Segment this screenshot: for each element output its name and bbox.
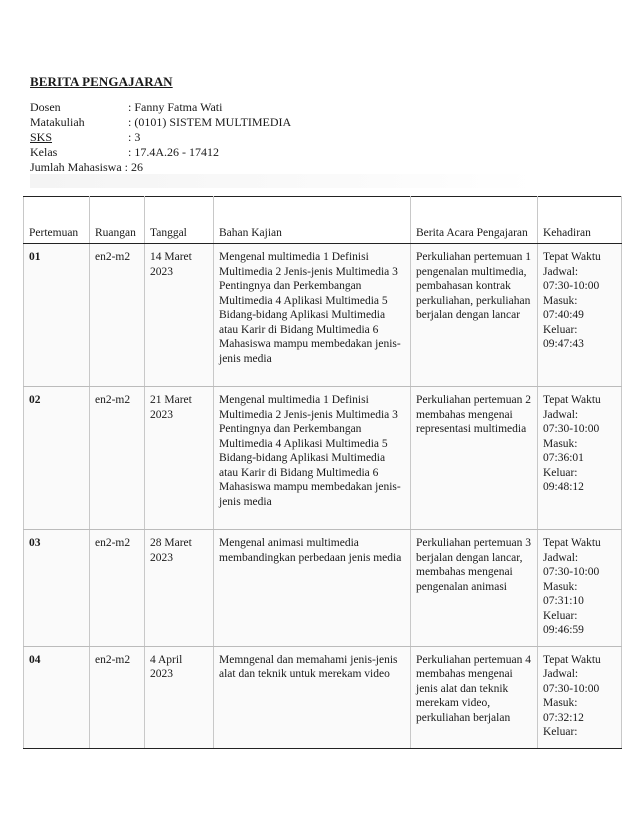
- cell-berita-acara: Perkuliahan pertemuan 1 pengenalan multimedia, pembahasan kontrak perkuliahan, perkuliahan berjalan dengan lancar: [411, 244, 538, 387]
- check-in-time: 07:36:01: [543, 452, 584, 464]
- cell-berita-acara: Perkuliahan pertemuan 2 membahas mengenai representasi multimedia: [411, 387, 538, 530]
- sks-row: [30, 130, 291, 145]
- kelas-label: Kelas: [30, 145, 58, 159]
- header-pertemuan: Pertemuan: [24, 197, 90, 244]
- check-out-label: Keluar:: [543, 726, 578, 738]
- cell-berita-acara: Perkuliahan pertemuan 3 berjalan dengan lancar, membahas mengenai pengenalan animasi: [411, 530, 538, 647]
- schedule-time: 07:30-10:00: [543, 566, 600, 578]
- header-ruangan: Ruangan: [90, 197, 145, 244]
- cell-tanggal: 21 Maret 2023: [145, 387, 214, 530]
- schedule-time: 07:30-10:00: [543, 423, 600, 435]
- check-in-label: Masuk:: [543, 580, 578, 593]
- table-header-row: [24, 197, 622, 244]
- check-out-time: 09:46:59: [543, 624, 584, 636]
- table-row: [24, 387, 622, 530]
- check-in-label: Masuk:: [543, 294, 578, 307]
- check-out-label: Keluar:: [543, 466, 578, 479]
- check-in-time: 07:31:10: [543, 595, 584, 607]
- kelas-row: [30, 145, 291, 160]
- check-in-label: Masuk:: [543, 697, 578, 709]
- jumlah-label: Jumlah Mahasiswa: [30, 160, 122, 174]
- jumlah-row: [30, 160, 291, 175]
- cell-bahan-kajian: Mengenal animasi multimedia membandingkan perbedaan jenis media: [214, 530, 411, 647]
- cell-bahan-kajian: Mengenal multimedia 1 Definisi Multimedia 2 Jenis-jenis Multimedia 3 Pentingnya dan Perkembangan Multimedia 4 Aplikasi Multimedia 5 Bidang-bidang Aplikasi Multimedia atau Karir di Bidang Multimedia 6 Mahasiswa mampu membedakan jenis-jenis media: [214, 244, 411, 387]
- page-title: BERITA PENGAJARAN: [30, 74, 173, 89]
- dosen-value: : Fanny Fatma Wati: [128, 100, 223, 114]
- cell-kehadiran: [538, 244, 622, 387]
- check-in-label: Masuk:: [543, 437, 578, 450]
- check-in-time: 07:40:49: [543, 309, 584, 321]
- check-out-time: 09:47:43: [543, 338, 584, 350]
- check-out-time: 09:48:12: [543, 481, 584, 493]
- sks-value: : 3: [128, 130, 141, 144]
- cell-kehadiran: [538, 530, 622, 647]
- schedule-label: Jadwal:: [543, 408, 579, 421]
- cell-ruangan: en2-m2: [90, 530, 145, 647]
- cell-tanggal: 28 Maret 2023: [145, 530, 214, 647]
- course-info: [30, 100, 291, 175]
- separator-bar: [30, 174, 535, 188]
- header-bahan-kajian: Bahan Kajian: [214, 197, 411, 244]
- check-out-label: Keluar:: [543, 609, 578, 622]
- matakuliah-label: Matakuliah: [30, 115, 85, 129]
- cell-tanggal: 4 April 2023: [145, 646, 214, 748]
- cell-kehadiran: [538, 387, 622, 530]
- check-in-time: 07:32:12: [543, 711, 584, 724]
- attendance-status: Tepat Waktu: [543, 251, 601, 263]
- check-out-label: Keluar:: [543, 323, 578, 336]
- attendance-status: Tepat Waktu: [543, 537, 601, 549]
- dosen-label: Dosen: [30, 100, 61, 114]
- cell-ruangan: en2-m2: [90, 244, 145, 387]
- attendance-status: Tepat Waktu: [543, 653, 601, 666]
- matakuliah-row: [30, 115, 291, 130]
- cell-berita-acara: Perkuliahan pertemuan 4 membahas mengenai jenis alat dan teknik merekam video, perkuliahan berjalan: [411, 646, 538, 748]
- cell-pertemuan: 03: [24, 530, 90, 647]
- cell-kehadiran: [538, 646, 622, 748]
- schedule-time: 07:30-10:00: [543, 280, 600, 292]
- matakuliah-value: : (0101) SISTEM MULTIMEDIA: [128, 115, 292, 129]
- table-row: [24, 244, 622, 387]
- cell-pertemuan: 01: [24, 244, 90, 387]
- attendance-status: Tepat Waktu: [543, 394, 601, 406]
- cell-pertemuan: 04: [24, 646, 90, 748]
- table-row: [24, 646, 622, 748]
- jumlah-value: : 26: [124, 160, 143, 174]
- teaching-report-table: [23, 196, 622, 749]
- header-berita-acara: Berita Acara Pengajaran: [411, 197, 538, 244]
- schedule-label: Jadwal:: [543, 265, 579, 278]
- schedule-label: Jadwal:: [543, 551, 579, 564]
- sks-label: SKS: [30, 130, 53, 144]
- header-tanggal: Tanggal: [145, 197, 214, 244]
- cell-bahan-kajian: Memngenal dan memahami jenis-jenis alat dan teknik untuk merekam video: [214, 646, 411, 748]
- table-row: [24, 530, 622, 647]
- cell-bahan-kajian: Mengenal multimedia 1 Definisi Multimedia 2 Jenis-jenis Multimedia 3 Pentingnya dan Perkembangan Multimedia 4 Aplikasi Multimedia 5 Bidang-bidang Aplikasi Multimedia atau Karir di Bidang Multimedia 6 Mahasiswa mampu membedakan jenis-jenis media: [214, 387, 411, 530]
- cell-ruangan: en2-m2: [90, 646, 145, 748]
- cell-ruangan: en2-m2: [90, 387, 145, 530]
- header-kehadiran: Kehadiran: [538, 197, 622, 244]
- kelas-value: : 17.4A.26 - 17412: [128, 145, 219, 159]
- cell-pertemuan: 02: [24, 387, 90, 530]
- schedule-time: 07:30-10:00: [543, 682, 600, 695]
- cell-tanggal: 14 Maret 2023: [145, 244, 214, 387]
- dosen-row: [30, 100, 291, 115]
- schedule-label: Jadwal:: [543, 668, 579, 680]
